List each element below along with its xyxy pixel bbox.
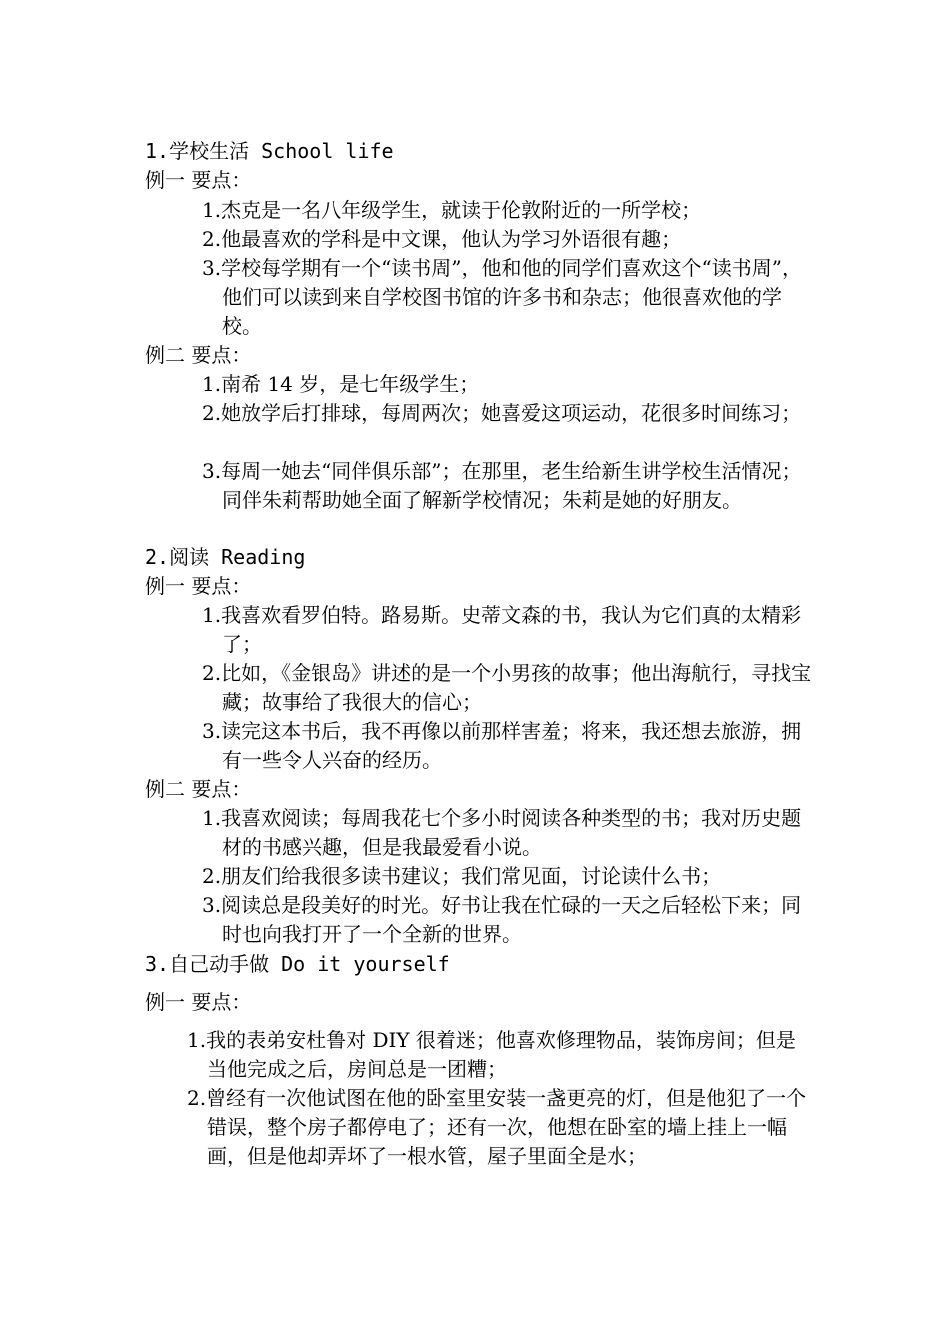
list-item: 1.南希 14 岁，是七年级学生；	[202, 372, 480, 396]
list-item: 2.她放学后打排球，每周两次；她喜爱这项运动，花很多时间练习；	[202, 401, 802, 425]
list-item: 2.他最喜欢的学科是中文课，他认为学习外语很有趣；	[202, 227, 682, 251]
list-item: 2.比如，《金银岛》讲述的是一个小男孩的故事；他出海航行，寻找宝藏；故事给了我很大的信心；	[202, 661, 812, 714]
list-item: 2.曾经有一次他试图在他的卧室里安装一盏更亮的灯，但是他犯了一个错误，整个房子都停电了；还有一次，他想在卧室的墙上挂上一幅画，但是他却弄坏了一根水管，屋子里面全是水；	[187, 1086, 807, 1168]
example-label: 例一 要点：	[145, 168, 252, 192]
list-item: 1.我的表弟安杜鲁对 DIY 很着迷；他喜欢修理物品，装饰房间；但是当他完成之后，房间总是一团糟；	[187, 1028, 796, 1081]
example-label: 例二 要点：	[145, 777, 252, 801]
example-label: 例二 要点：	[145, 343, 252, 367]
list-item: 1.我喜欢看罗伯特。路易斯。史蒂文森的书，我认为它们真的太精彩了；	[202, 603, 802, 656]
list-item: 1.杰克是一名八年级学生，就读于伦敦附近的一所学校；	[202, 198, 702, 222]
list-item: 3.读完这本书后，我不再像以前那样害羞；将来，我还想去旅游，拥有一些令人兴奋的经历。	[202, 719, 802, 772]
list-item: 3.每周一她去“同伴俱乐部”；在那里，老生给新生讲学校生活情况；同伴朱莉帮助她全面了解新学校情况；朱莉是她的好朋友。	[202, 459, 802, 512]
example-label: 例一 要点：	[145, 574, 252, 598]
list-item: 2.朋友们给我很多读书建议；我们常见面，讨论读什么书；	[202, 864, 722, 888]
example-label: 例一 要点：	[145, 990, 252, 1014]
list-item: 3.阅读总是段美好的时光。好书让我在忙碌的一天之后轻松下来；同时也向我打开了一个全新的世界。	[202, 893, 802, 946]
list-item: 1.我喜欢阅读；每周我花七个多小时阅读各种类型的书；我对历史题材的书感兴趣，但是我最爱看小说。	[202, 806, 802, 859]
section-heading-school-life: 1.学校生活 School life	[145, 139, 394, 163]
section-heading-reading: 2.阅读 Reading	[145, 545, 306, 569]
section-heading-diy: 3.自己动手做 Do it yourself	[145, 952, 450, 976]
list-item: 3.学校每学期有一个“读书周”，他和他的同学们喜欢这个“读书周”，他们可以读到来自学校图书馆的许多书和杂志；他很喜欢他的学校。	[202, 256, 802, 338]
